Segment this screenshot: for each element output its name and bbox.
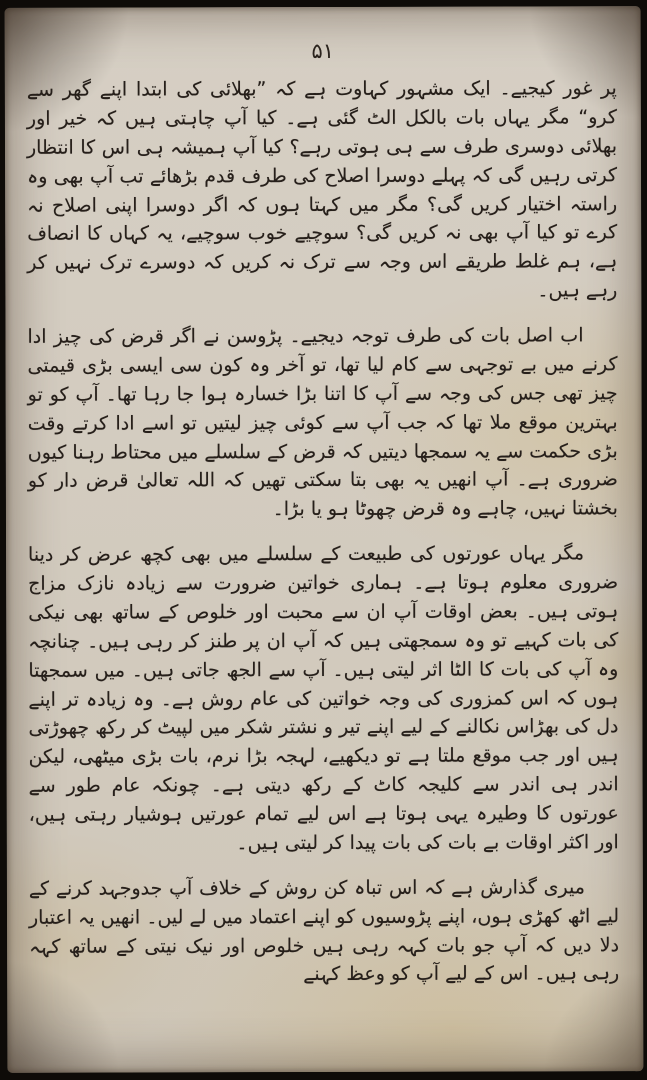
- page-number: ۵۱: [311, 38, 335, 64]
- body-text: [5, 62, 643, 990]
- paper-sheet: [5, 6, 644, 1073]
- paragraph: اب اصل بات کی طرف توجہ دیجیے۔ پڑوسن نے اگر قرض کی چیز ادا کرنے میں بے توجہی سے کام لیا تھا، تو آخر وہ کون سی ایسی بڑی قیمتی چیز تھی جس کی وجہ سے آپ کا اتنا بڑا خسارہ ہوا جا رہا تھا۔ آپ کو تو بہترین موقع ملا تھا کہ جب آپ سے کوئی چیز لیتیں تو اسے ادا کرتے وقت بڑی حکمت سے یہ سمجھا دیتیں کہ قرض کے سلسلے میں محتاط رہنا کیوں ضروری ہے۔ آپ انھیں یہ بھی بتا سکتی تھیں کہ اللہ تعالیٰ قرض دار کو بخشتا نہیں، چاہے وہ قرض چھوٹا ہو یا بڑا۔: [27, 324, 618, 521]
- paragraph: میری گذارش ہے کہ اس تباہ کن روش کے خلاف آپ جدوجہد کرنے کے لیے اٹھ کھڑی ہوں، اپنے پڑوسیوں کو اپنے اعتماد میں لے لیں۔ انھیں یہ اعتبار دلا دیں کہ آپ جو بات کہہ رہی ہیں خلوص اور نیک نیتی کے ساتھ کہہ رہی ہیں۔ اس کے لیے آپ کو وعظ کہنے: [28, 876, 620, 986]
- paragraph: مگر یہاں عورتوں کی طبیعت کے سلسلے میں بھی کچھ عرض کر دینا ضروری معلوم ہوتا ہے۔ ہماری خواتین ضرورت سے زیادہ نازک مزاج ہوتی ہیں۔ بعض اوقات آپ ان سے محبت اور خلوص کے ساتھ بھی نیکی کی بات کہیے تو وہ سمجھتی ہیں کہ آپ ان پر طنز کر رہی ہیں۔ چنانچہ وہ آپ کی بات کا الٹا اثر لیتی ہیں۔ آپ سے الجھ جاتی ہیں۔ میں سمجھتا ہوں کہ اس کمزوری کی وجہ خواتین کی عام روش ہے۔ وہ زیادہ تر اپنے دل کی بھڑاس نکالنے کے لیے اپنے تیر و نشتر شکر میں لپیٹ کر رکھ چھوڑتی ہیں اور جب موقع ملتا ہے تو دیکھیے، لہجہ بڑا نرم، بات بڑی میٹھی، لیکن اندر ہی اندر سے کلیجہ کاٹ کے رکھ دیتی ہے۔ چونکہ عام طور سے عورتوں کا وطیرہ یہی ہوتا ہے اس لیے تمام عورتیں ہوشیار رہتی ہیں، اور اکثر اوقات بے بات کی بات پیدا کر لیتی ہیں۔: [28, 542, 619, 855]
- paragraph: پر غور کیجیے۔ ایک مشہور کہاوت ہے کہ ”بھلائی کی ابتدا اپنے گھر سے کرو“ مگر یہاں بات بالکل الٹ گئی ہے۔ کیا آپ چاہتی ہیں کہ خیر اور بھلائی دوسری طرف سے ہی ہوتی رہے؟ کیا آپ ہمیشہ ہی اس کا انتظار کرتی رہیں گی کہ پہلے دوسرا اصلاح کی طرف قدم بڑھائے تب آپ بھی وہ راستہ اختیار کریں گی؟ مگر میں کہتا ہوں کہ اگر دوسرا اپنی اصلاح نہ کرے تو کیا آپ بھی نہ کریں گی؟ سوچیے خوب سوچیے، یہ کہاں کا انصاف ہے، ہم غلط طریقے اس وجہ سے ترک نہ کریں کہ دوسرے ترک نہیں کر رہے ہیں۔: [26, 77, 618, 302]
